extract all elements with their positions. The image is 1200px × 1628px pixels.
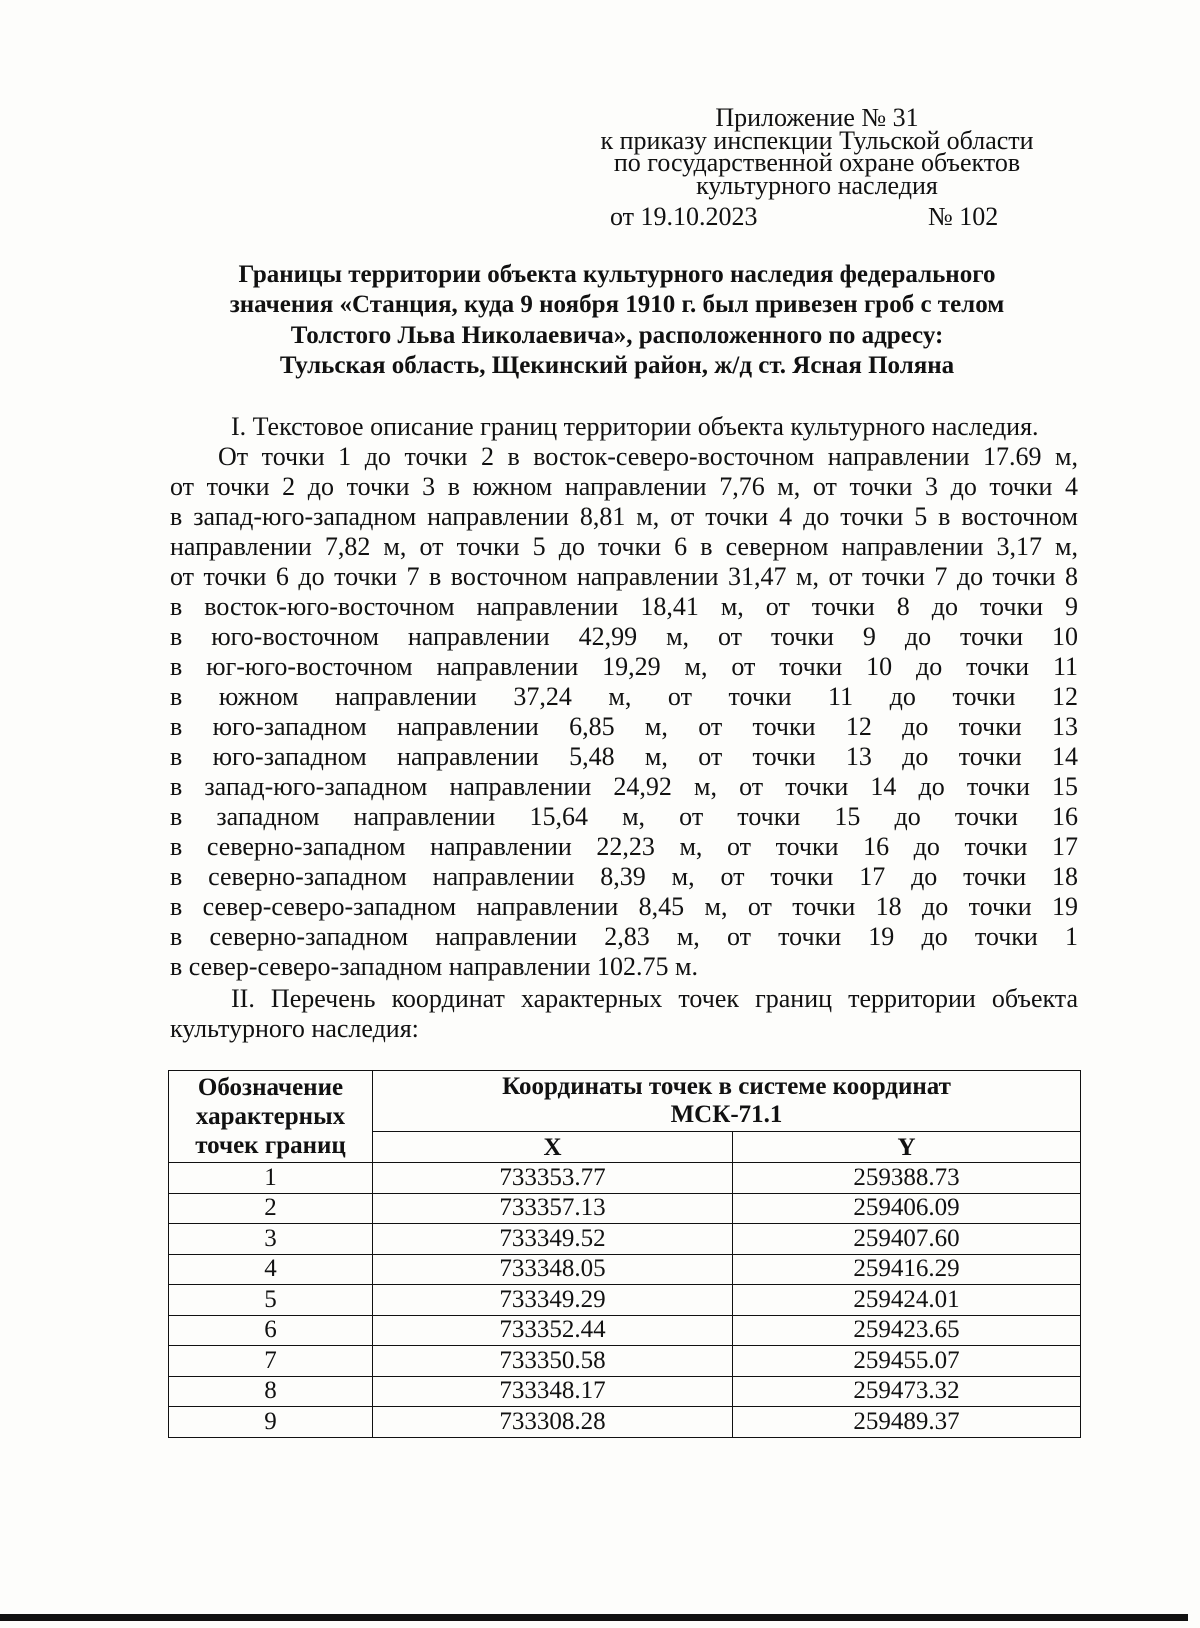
x-coordinate-cell: 733349.52 bbox=[373, 1224, 733, 1255]
point-number-cell: 3 bbox=[169, 1224, 373, 1255]
title-line: Границы территории объекта культурного наследия федерального bbox=[238, 261, 996, 288]
table-row bbox=[169, 1254, 1081, 1285]
table-row bbox=[169, 1193, 1081, 1224]
section-heading-continued: культурного наследия: bbox=[170, 1014, 419, 1043]
appendix-title: Приложение № 31 bbox=[715, 103, 919, 132]
table-row bbox=[169, 1315, 1081, 1346]
coordinates-table bbox=[168, 1070, 1081, 1438]
table-row bbox=[169, 1376, 1081, 1407]
coordinate-system-header bbox=[373, 1071, 1081, 1132]
header-line: Координаты точек в системе координат bbox=[502, 1073, 951, 1100]
point-designation-header bbox=[169, 1071, 373, 1163]
table-row bbox=[169, 1224, 1081, 1255]
paragraph-line: в запад-юго-западном направлении 24,92 м, от точки 14 до точки 15 bbox=[170, 772, 1078, 801]
table-row bbox=[169, 1407, 1081, 1438]
appendix-header bbox=[567, 103, 1067, 200]
y-coordinate-cell: 259473.32 bbox=[733, 1376, 1081, 1407]
paragraph-line: в запад-юго-западном направлении 8,81 м, от точки 4 до точки 5 в восточном bbox=[170, 502, 1078, 531]
paragraph-line: в север-северо-западном направлении 102.75 м. bbox=[170, 952, 698, 981]
paragraph-line: в юг-юго-восточном направлении 19,29 м, от точки 10 до точки 11 bbox=[170, 652, 1078, 681]
appendix-order-line: к приказу инспекции Тульской области bbox=[600, 125, 1034, 155]
table-row bbox=[169, 1163, 1081, 1194]
y-coordinate-cell: 259424.01 bbox=[733, 1285, 1081, 1316]
paragraph-line: в юго-западном направлении 5,48 м, от точки 13 до точки 14 bbox=[170, 742, 1078, 771]
order-number: № 102 bbox=[928, 202, 999, 231]
header-line: характерных bbox=[195, 1103, 346, 1130]
y-coordinate-cell: 259489.37 bbox=[733, 1407, 1081, 1438]
point-number-cell: 8 bbox=[169, 1376, 373, 1407]
x-coordinate-cell: 733349.29 bbox=[373, 1285, 733, 1316]
y-coordinate-cell: 259455.07 bbox=[733, 1346, 1081, 1377]
x-coordinate-cell: 733357.13 bbox=[373, 1193, 733, 1224]
paragraph-line: от точки 6 до точки 7 в восточном направлении 31,47 м, от точки 7 до точки 8 bbox=[170, 562, 1078, 591]
point-number-cell: 7 bbox=[169, 1346, 373, 1377]
paragraph-line: в южном направлении 37,24 м, от точки 11 до точки 12 bbox=[170, 682, 1078, 711]
point-number-cell: 6 bbox=[169, 1315, 373, 1346]
paragraph-line: направлении 7,82 м, от точки 5 до точки 6 в северном направлении 3,17 м, bbox=[170, 532, 1078, 561]
title-line: Тульская область, Щекинский район, ж/д ст. Ясная Поляна bbox=[279, 351, 955, 379]
y-column-header: Y bbox=[733, 1132, 1081, 1163]
x-coordinate-cell: 733308.28 bbox=[373, 1407, 733, 1438]
paragraph-line: в север-северо-западном направлении 8,45 м, от точки 18 до точки 19 bbox=[170, 892, 1078, 921]
x-coordinate-cell: 733352.44 bbox=[373, 1315, 733, 1346]
paragraph-line: в северно-западном направлении 8,39 м, от точки 17 до точки 18 bbox=[170, 862, 1078, 891]
header-line: Обозначение bbox=[197, 1074, 344, 1101]
paragraph-line: От точки 1 до точки 2 в восток-северо-восточном направлении 17.69 м, bbox=[218, 442, 1078, 471]
point-number-cell: 2 bbox=[169, 1193, 373, 1224]
x-column-header: X bbox=[373, 1132, 733, 1163]
x-coordinate-cell: 733348.05 bbox=[373, 1254, 733, 1285]
header-line: МСК-71.1 bbox=[670, 1101, 783, 1128]
y-coordinate-cell: 259407.60 bbox=[733, 1224, 1081, 1255]
title-line: значения «Станция, куда 9 ноября 1910 г. был привезен гроб с телом bbox=[229, 291, 1005, 319]
title-line: Толстого Льва Николаевича», расположенного по адресу: bbox=[290, 321, 944, 349]
header-line: точек границ bbox=[195, 1132, 346, 1159]
point-number-cell: 5 bbox=[169, 1285, 373, 1316]
y-coordinate-cell: 259416.29 bbox=[733, 1254, 1081, 1285]
boundary-description-section bbox=[170, 412, 1078, 982]
section-heading: I. Текстовое описание границ территории объекта культурного наследия. bbox=[231, 412, 1039, 441]
paragraph-line: в восток-юго-восточном направлении 18,41 м, от точки 8 до точки 9 bbox=[170, 592, 1078, 621]
order-date: от 19.10.2023 bbox=[610, 202, 758, 231]
table-header-row bbox=[169, 1071, 1081, 1132]
y-coordinate-cell: 259388.73 bbox=[733, 1163, 1081, 1194]
table-row bbox=[169, 1346, 1081, 1377]
appendix-heritage-line: культурного наследия bbox=[696, 170, 938, 200]
point-number-cell: 4 bbox=[169, 1254, 373, 1285]
paragraph-line: в северно-западном направлении 2,83 м, от точки 19 до точки 1 bbox=[170, 922, 1078, 951]
x-coordinate-cell: 733353.77 bbox=[373, 1163, 733, 1194]
x-coordinate-cell: 733350.58 bbox=[373, 1346, 733, 1377]
y-coordinate-cell: 259406.09 bbox=[733, 1193, 1081, 1224]
section-heading: II. Перечень координат характерных точек границ территории объекта bbox=[231, 984, 1078, 1013]
point-number-cell: 1 bbox=[169, 1163, 373, 1194]
paragraph-line: в юго-восточном направлении 42,99 м, от точки 9 до точки 10 bbox=[170, 622, 1078, 651]
paragraph-line: в северно-западном направлении 22,23 м, от точки 16 до точки 17 bbox=[170, 832, 1078, 861]
point-number-cell: 9 bbox=[169, 1407, 373, 1438]
paragraph-line: от точки 2 до точки 3 в южном направлении 7,76 м, от точки 3 до точки 4 bbox=[170, 472, 1078, 501]
document-title bbox=[117, 260, 1117, 381]
coordinates-section bbox=[170, 984, 1078, 1044]
y-coordinate-cell: 259423.65 bbox=[733, 1315, 1081, 1346]
paragraph-line: в западном направлении 15,64 м, от точки 15 до точки 16 bbox=[170, 802, 1078, 831]
paragraph-line: в юго-западном направлении 6,85 м, от точки 12 до точки 13 bbox=[170, 712, 1078, 741]
scan-edge-line bbox=[0, 1614, 1188, 1621]
appendix-inspection-line: по государственной охране объектов bbox=[613, 148, 1021, 177]
x-coordinate-cell: 733348.17 bbox=[373, 1376, 733, 1407]
table-row bbox=[169, 1285, 1081, 1316]
